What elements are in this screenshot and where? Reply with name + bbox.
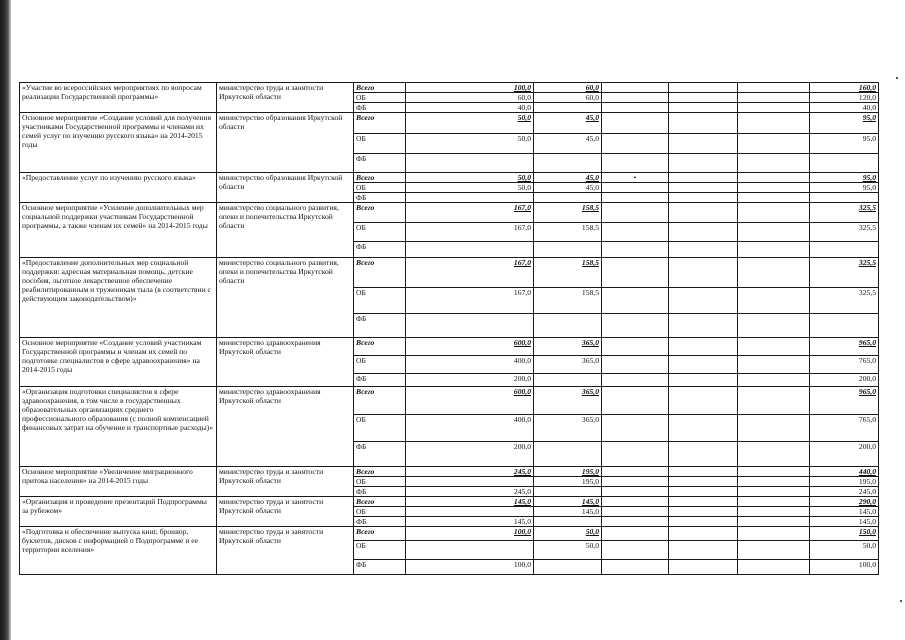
amount-cell: 195,0 [534,467,602,477]
amount-cell [738,356,810,374]
amount-cell [669,356,738,374]
amount-cell [534,314,602,338]
amount-cell [602,314,669,338]
funding-source: ФБ [354,560,406,575]
total-amount-cell: 145,0 [810,517,879,527]
total-amount-cell: 440,0 [810,467,879,477]
amount-cell [738,93,810,103]
responsible-executor: министерство здравоохранения Иркутской области [217,387,354,467]
funding-source: ОБ [354,507,406,517]
amount-cell [669,338,738,356]
table-row [20,258,879,288]
total-amount-cell: 50,0 [810,541,879,560]
total-amount-cell: 145,0 [810,507,879,517]
amount-cell [602,258,669,288]
amount-cell [669,467,738,477]
amount-cell [738,338,810,356]
amount-cell [738,183,810,193]
activity-description: Основное мероприятие «Увеличение миграционного притока населения» на 2014-2015 годы [20,467,217,497]
amount-cell [602,154,669,173]
funding-source: ОБ [354,134,406,154]
total-amount-cell: 160,0 [810,83,879,93]
activity-description: Основное мероприятие «Усиление дополнительных мер социальной поддержки участникам Государственной программы, а также членам их семей» на 2014-2015 годы [20,203,217,258]
amount-cell [738,203,810,223]
activity-description: Основное мероприятие «Создание условий участникам Государственной программы и членам их семей по подготовке специалистов в сфере здравоохранения» на 2014-2015 годы [20,338,217,387]
amount-cell: 245,0 [406,467,534,477]
amount-cell [669,134,738,154]
amount-cell [738,154,810,173]
amount-cell [602,477,669,487]
funding-source: ОБ [354,223,406,242]
total-amount-cell: 200,0 [810,374,879,387]
funding-source: ФБ [354,154,406,173]
amount-cell [534,242,602,258]
total-amount-cell: 765,0 [810,415,879,442]
amount-cell [738,258,810,288]
amount-cell: 50,0 [406,113,534,134]
activity-description: «Предоставление дополнительных мер социальной поддержки: адресная материальная помощь, детские пособия, льготное лекарственное обеспечение реабилитированным и труженикам тыла (в соответствии с действующим законодательством)» [20,258,217,338]
table-row [20,497,879,507]
funding-source: ФБ [354,103,406,113]
amount-cell [602,223,669,242]
amount-cell [602,288,669,314]
amount-cell [669,223,738,242]
amount-cell: 45,0 [534,134,602,154]
amount-cell [669,173,738,183]
amount-cell: 167,0 [406,203,534,223]
amount-cell: 158,5 [534,258,602,288]
amount-cell: 45,0 [534,113,602,134]
amount-cell [406,314,534,338]
activity-description: «Участие во всероссийских мероприятиях по вопросам реализации Государственной программы» [20,83,217,113]
responsible-executor: министерство образования Иркутской области [217,173,354,203]
amount-cell [669,183,738,193]
amount-cell [738,374,810,387]
amount-cell: 365,0 [534,415,602,442]
amount-cell [738,223,810,242]
amount-cell [669,442,738,467]
amount-cell [602,93,669,103]
funding-source: Всего [354,203,406,223]
total-amount-cell: 95,0 [810,173,879,183]
amount-cell: 158,5 [534,223,602,242]
amount-cell [669,374,738,387]
amount-cell [669,314,738,338]
funding-source: Всего [354,258,406,288]
amount-cell [738,517,810,527]
amount-cell [669,93,738,103]
amount-cell [406,242,534,258]
amount-cell [534,517,602,527]
table-row [20,467,879,477]
amount-cell: 400,0 [406,415,534,442]
amount-cell [602,541,669,560]
scan-left-edge [0,0,11,640]
activity-description: Основное мероприятие «Создание условий для получения участниками Государственной программы и членами их семей услуг по изучению русского языка» на 2014-2015 годы [20,113,217,173]
amount-cell: 245,0 [406,487,534,497]
amount-cell [669,242,738,258]
amount-cell: 600,0 [406,387,534,415]
amount-cell [534,103,602,113]
total-amount-cell: 95,0 [810,183,879,193]
total-amount-cell: 40,0 [810,103,879,113]
amount-cell [602,113,669,134]
amount-cell: 167,0 [406,223,534,242]
responsible-executor: министерство социального развития, опеки и попечительства Иркутской области [217,258,354,338]
scan-speck [900,600,902,602]
total-amount-cell: 765,0 [810,356,879,374]
responsible-executor: министерство образования Иркутской области [217,113,354,173]
amount-cell [602,527,669,541]
table-row [20,173,879,183]
amount-cell [738,527,810,541]
amount-cell [602,387,669,415]
amount-cell: 167,0 [406,258,534,288]
table-row [20,527,879,541]
funding-source: ФБ [354,487,406,497]
amount-cell: 400,0 [406,356,534,374]
amount-cell [669,415,738,442]
amount-cell [738,541,810,560]
amount-cell [669,103,738,113]
amount-cell [738,103,810,113]
amount-cell: 167,0 [406,288,534,314]
total-amount-cell: 100,0 [810,560,879,575]
total-amount-cell: 95,0 [810,134,879,154]
funding-source: ОБ [354,183,406,193]
total-amount-cell [810,193,879,203]
funding-source: ФБ [354,374,406,387]
funding-source: Всего [354,338,406,356]
amount-cell [534,154,602,173]
funding-source: ФБ [354,517,406,527]
amount-cell [602,83,669,93]
amount-cell: 100,0 [406,83,534,93]
total-amount-cell: 325,5 [810,223,879,242]
amount-cell [669,387,738,415]
amount-cell: 50,0 [534,527,602,541]
total-amount-cell: 325,5 [810,288,879,314]
amount-cell [738,288,810,314]
funding-source: Всего [354,113,406,134]
funding-source: Всего [354,83,406,93]
amount-cell [669,497,738,507]
amount-cell: 200,0 [406,442,534,467]
amount-cell: • [602,173,669,183]
table-row [20,83,879,93]
amount-cell [738,314,810,338]
responsible-executor: министерство труда и занятости Иркутской области [217,527,354,575]
total-amount-cell: 325,5 [810,258,879,288]
activity-description: «Предоставление услуг по изучению русского языка» [20,173,217,203]
amount-cell: 50,0 [406,183,534,193]
amount-cell: 50,0 [534,541,602,560]
amount-cell [738,242,810,258]
amount-cell [669,113,738,134]
table-row [20,203,879,223]
amount-cell [669,517,738,527]
amount-cell: 145,0 [534,507,602,517]
amount-cell [669,83,738,93]
amount-cell [669,541,738,560]
amount-cell [669,527,738,541]
funding-source: Всего [354,527,406,541]
total-amount-cell [810,242,879,258]
amount-cell: 60,0 [534,93,602,103]
amount-cell [738,193,810,203]
total-amount-cell: 965,0 [810,387,879,415]
amount-cell [602,517,669,527]
amount-cell [602,242,669,258]
amount-cell: 158,5 [534,288,602,314]
amount-cell [602,442,669,467]
amount-cell [669,258,738,288]
amount-cell: 145,0 [534,497,602,507]
amount-cell [738,134,810,154]
amount-cell [602,415,669,442]
funding-source: Всего [354,497,406,507]
amount-cell: 45,0 [534,173,602,183]
amount-cell [406,507,534,517]
amount-cell [669,477,738,487]
amount-cell: 50,0 [406,134,534,154]
amount-cell [602,203,669,223]
amount-cell [602,497,669,507]
responsible-executor: министерство социального развития, опеки и попечительства Иркутской области [217,203,354,258]
amount-cell [738,442,810,467]
amount-cell: 365,0 [534,387,602,415]
total-amount-cell: 195,0 [810,477,879,487]
funding-source: ФБ [354,193,406,203]
amount-cell [738,113,810,134]
amount-cell: 100,0 [406,560,534,575]
funding-source: ОБ [354,93,406,103]
amount-cell: 100,0 [406,527,534,541]
amount-cell: 45,0 [534,183,602,193]
funding-source: Всего [354,387,406,415]
amount-cell: 50,0 [406,173,534,183]
total-amount-cell [810,314,879,338]
total-amount-cell: 965,0 [810,338,879,356]
amount-cell [602,134,669,154]
amount-cell: 600,0 [406,338,534,356]
amount-cell [738,467,810,477]
funding-source: ФБ [354,442,406,467]
funding-source: ОБ [354,356,406,374]
amount-cell [406,541,534,560]
amount-cell [534,374,602,387]
amount-cell [602,193,669,203]
amount-cell [534,193,602,203]
amount-cell [406,193,534,203]
total-amount-cell [810,154,879,173]
amount-cell [738,83,810,93]
amount-cell: 40,0 [406,103,534,113]
scan-speck [896,77,898,79]
amount-cell: 158,5 [534,203,602,223]
responsible-executor: министерство здравоохранения Иркутской области [217,338,354,387]
amount-cell [669,203,738,223]
table-body [20,83,879,575]
amount-cell [669,560,738,575]
total-amount-cell: 325,5 [810,203,879,223]
amount-cell [738,497,810,507]
total-amount-cell: 245,0 [810,487,879,497]
amount-cell: 200,0 [406,374,534,387]
total-amount-cell: 290,0 [810,497,879,507]
amount-cell [534,487,602,497]
amount-cell [738,173,810,183]
amount-cell: 60,0 [406,93,534,103]
amount-cell [602,374,669,387]
amount-cell [669,154,738,173]
amount-cell [602,338,669,356]
funding-source: ФБ [354,242,406,258]
total-amount-cell: 95,0 [810,113,879,134]
activity-description: «Организация подготовки специалистов в сфере здравоохранения, в том числе в государственных образовательных организациях среднего профессионального образования (с полной компенсацией финансовых затрат на обучение и транспортные расходы)» [20,387,217,467]
amount-cell [738,487,810,497]
amount-cell [602,183,669,193]
amount-cell: 365,0 [534,356,602,374]
responsible-executor: министерство труда и занятости Иркутской области [217,83,354,113]
total-amount-cell: 150,0 [810,527,879,541]
table-row [20,387,879,415]
funding-source: Всего [354,173,406,183]
amount-cell [669,487,738,497]
amount-cell [738,507,810,517]
amount-cell [602,560,669,575]
amount-cell [738,387,810,415]
amount-cell [602,467,669,477]
amount-cell [738,477,810,487]
amount-cell [602,103,669,113]
funding-source: ФБ [354,314,406,338]
amount-cell: 145,0 [406,497,534,507]
funding-source: ОБ [354,415,406,442]
total-amount-cell: 120,0 [810,93,879,103]
amount-cell [406,154,534,173]
responsible-executor: министерство труда и занятости Иркутской области [217,497,354,527]
responsible-executor: министерство труда и занятости Иркутской области [217,467,354,497]
budget-table [19,82,879,575]
funding-source: ОБ [354,288,406,314]
table-row [20,338,879,356]
amount-cell [602,507,669,517]
amount-cell [738,415,810,442]
amount-cell [406,477,534,487]
amount-cell [669,193,738,203]
amount-cell: 60,0 [534,83,602,93]
amount-cell [534,442,602,467]
total-amount-cell: 200,0 [810,442,879,467]
table-row [20,113,879,134]
amount-cell [602,356,669,374]
amount-cell [602,487,669,497]
activity-description: «Организация и проведение презентаций Подпрограммы за рубежом» [20,497,217,527]
amount-cell: 145,0 [406,517,534,527]
funding-source: ОБ [354,541,406,560]
amount-cell [669,288,738,314]
amount-cell [669,507,738,517]
funding-source: Всего [354,467,406,477]
funding-source: ОБ [354,477,406,487]
amount-cell: 365,0 [534,338,602,356]
amount-cell [738,560,810,575]
activity-description: «Подготовка и обеспечение выпуска книг, брошюр, буклетов, дисков с информацией о Подпрограмме и ее территории вселения» [20,527,217,575]
amount-cell: 195,0 [534,477,602,487]
amount-cell [534,560,602,575]
